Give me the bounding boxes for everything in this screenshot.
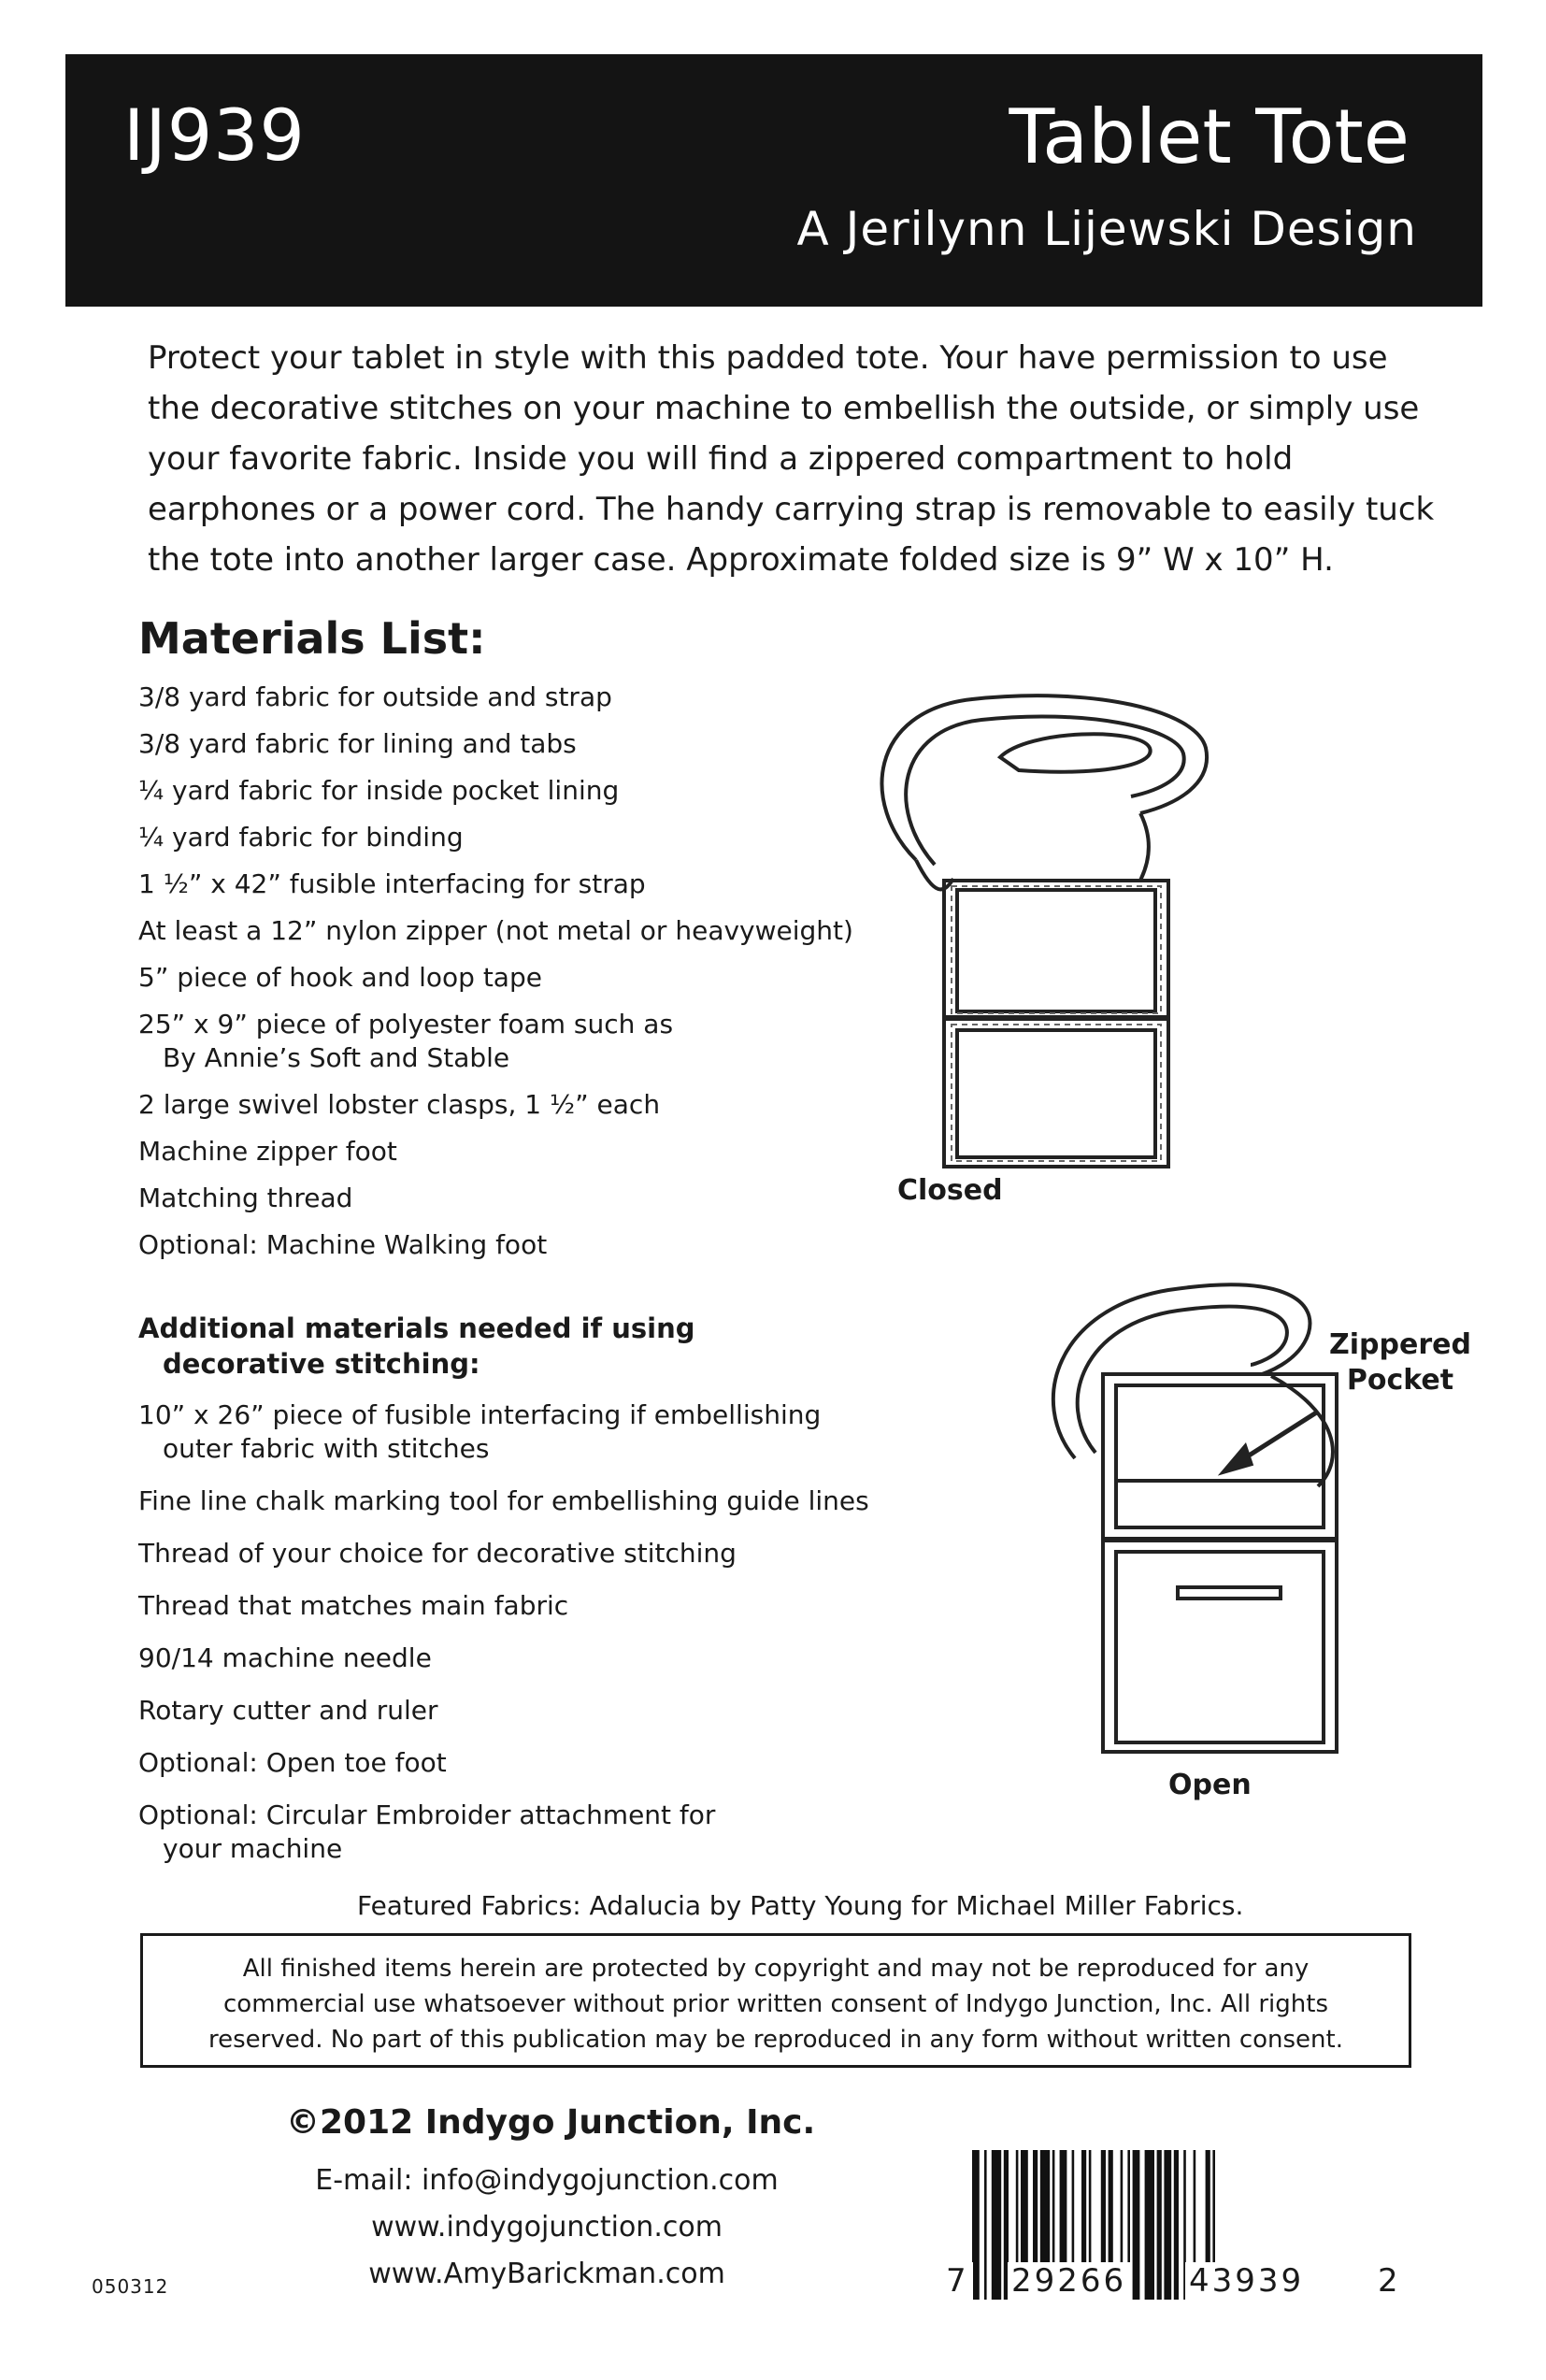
tote-upper-panel <box>1103 1374 1337 1539</box>
upc-digit-group: 29266 <box>1008 2262 1130 2300</box>
list-item: 3/8 yard fabric for lining and tabs <box>138 728 577 759</box>
barcode-bar <box>1157 2150 1162 2300</box>
website-link: www.AmyBarickman.com <box>368 2258 725 2290</box>
pattern-title: Tablet Tote <box>1009 93 1410 180</box>
list-item: 3/8 yard fabric for outside and strap <box>138 681 612 712</box>
barcode-bar <box>972 2150 980 2300</box>
list-item: 5” piece of hook and loop tape <box>138 962 542 993</box>
tote-lower-panel-inner <box>1116 1552 1324 1742</box>
closed-caption: Closed <box>897 1174 1003 1207</box>
tote-upper-panel-inner <box>1116 1385 1324 1527</box>
barcode-bar <box>1133 2150 1140 2300</box>
designer-credit: A Jerilynn Lijewski Design <box>796 202 1417 256</box>
copyright-line: ©2012 Indygo Junction, Inc. <box>286 2103 816 2142</box>
tote-body-inner <box>957 1030 1155 1157</box>
copyright-notice-line: All finished items herein are protected by copyright and may not be reproduced for any <box>242 1955 1310 1983</box>
website-link: www.indygojunction.com <box>371 2211 723 2244</box>
tote-body <box>944 1019 1168 1167</box>
list-item: 90/14 machine needle <box>138 1642 432 1673</box>
hook-loop-tab <box>1178 1587 1281 1599</box>
zippered-pocket-label: Zippered Pocket <box>1329 1328 1471 1397</box>
barcode-bar <box>992 2150 1001 2300</box>
copyright-notice-line: commercial use whatsoever without prior written consent of Indygo Junction, Inc. All rights <box>223 1990 1328 2018</box>
list-item: Rotary cutter and ruler <box>138 1695 438 1726</box>
tote-lower-panel <box>1103 1541 1337 1752</box>
list-item: Matching thread <box>138 1183 353 1213</box>
email-text: E-mail: info@indygojunction.com <box>315 2164 779 2197</box>
strap-end-right <box>1140 813 1149 881</box>
open-caption: Open <box>1168 1769 1252 1801</box>
additional-materials-list <box>138 1398 869 1885</box>
list-item: Machine zipper foot <box>138 1136 397 1167</box>
tote-flap-inner <box>957 890 1155 1011</box>
barcode-bar <box>1164 2150 1171 2300</box>
list-item: Thread that matches main fabric <box>138 1590 569 1621</box>
upc-digit: 7 <box>942 2262 973 2300</box>
list-item: 1 ½” x 42” fusible interfacing for strap <box>138 868 646 899</box>
barcode-bar <box>1174 2150 1179 2300</box>
pocket-arrow-head <box>1224 1447 1251 1471</box>
list-item: Fine line chalk marking tool for embellishing guide lines <box>138 1485 869 1516</box>
list-item: Optional: Circular Embroider attachment for your machine <box>138 1799 716 1864</box>
list-item: ¼ yard fabric for inside pocket lining <box>138 775 620 806</box>
list-item: Optional: Machine Walking foot <box>138 1229 548 1260</box>
intro-paragraph: Protect your tablet in style with this padded tote. Your have permission to use the decorative stitches on your machine to embellish the outside, or simply use your favorite fabric. Inside you will find a zippered compartment to hold earphones or a power cord. The handy carrying strap is removable to easily tuck the tote into another larger case. Approximate folded size is 9” W x 10” H. <box>148 339 1435 579</box>
copyright-notice-line: reserved. No part of this publication may be reproduced in any form without written consent. <box>208 2026 1343 2054</box>
upc-digit: 2 <box>1374 2262 1405 2300</box>
copyright-notice-box <box>140 1933 1411 2068</box>
strap-loop <box>1000 734 1151 771</box>
header-banner <box>65 54 1482 307</box>
contact-info <box>308 2158 785 2298</box>
list-item: Optional: Open toe foot <box>138 1747 447 1778</box>
barcode-bar <box>984 2150 987 2300</box>
strap-outline-inner <box>1078 1307 1287 1453</box>
list-item: ¼ yard fabric for binding <box>138 822 464 853</box>
tote-flap <box>944 881 1168 1017</box>
materials-heading: Materials List: <box>138 613 486 664</box>
upc-digit-group: 43939 <box>1185 2262 1308 2300</box>
pattern-code: IJ939 <box>123 93 306 177</box>
materials-list <box>138 681 853 1275</box>
list-item: At least a 12” nylon zipper (not metal or heavyweight) <box>138 915 853 946</box>
barcode-bar <box>1145 2150 1154 2300</box>
print-code: 050312 <box>92 2275 169 2298</box>
list-item: 10” x 26” piece of fusible interfacing if embellishing outer fabric with stitches <box>138 1399 822 1464</box>
additional-materials-heading: Additional materials needed if using decorative stitching: <box>138 1312 695 1380</box>
list-item: 25” x 9” piece of polyester foam such as By Annie’s Soft and Stable <box>138 1009 674 1073</box>
strap-outline <box>882 695 1208 860</box>
list-item: Thread of your choice for decorative stitching <box>138 1538 737 1569</box>
closed-tote-illustration <box>860 673 1253 1178</box>
list-item: 2 large swivel lobster clasps, 1 ½” each <box>138 1089 661 1120</box>
featured-fabrics: Featured Fabrics: Adalucia by Patty Young for Michael Miller Fabrics. <box>357 1890 1244 1921</box>
